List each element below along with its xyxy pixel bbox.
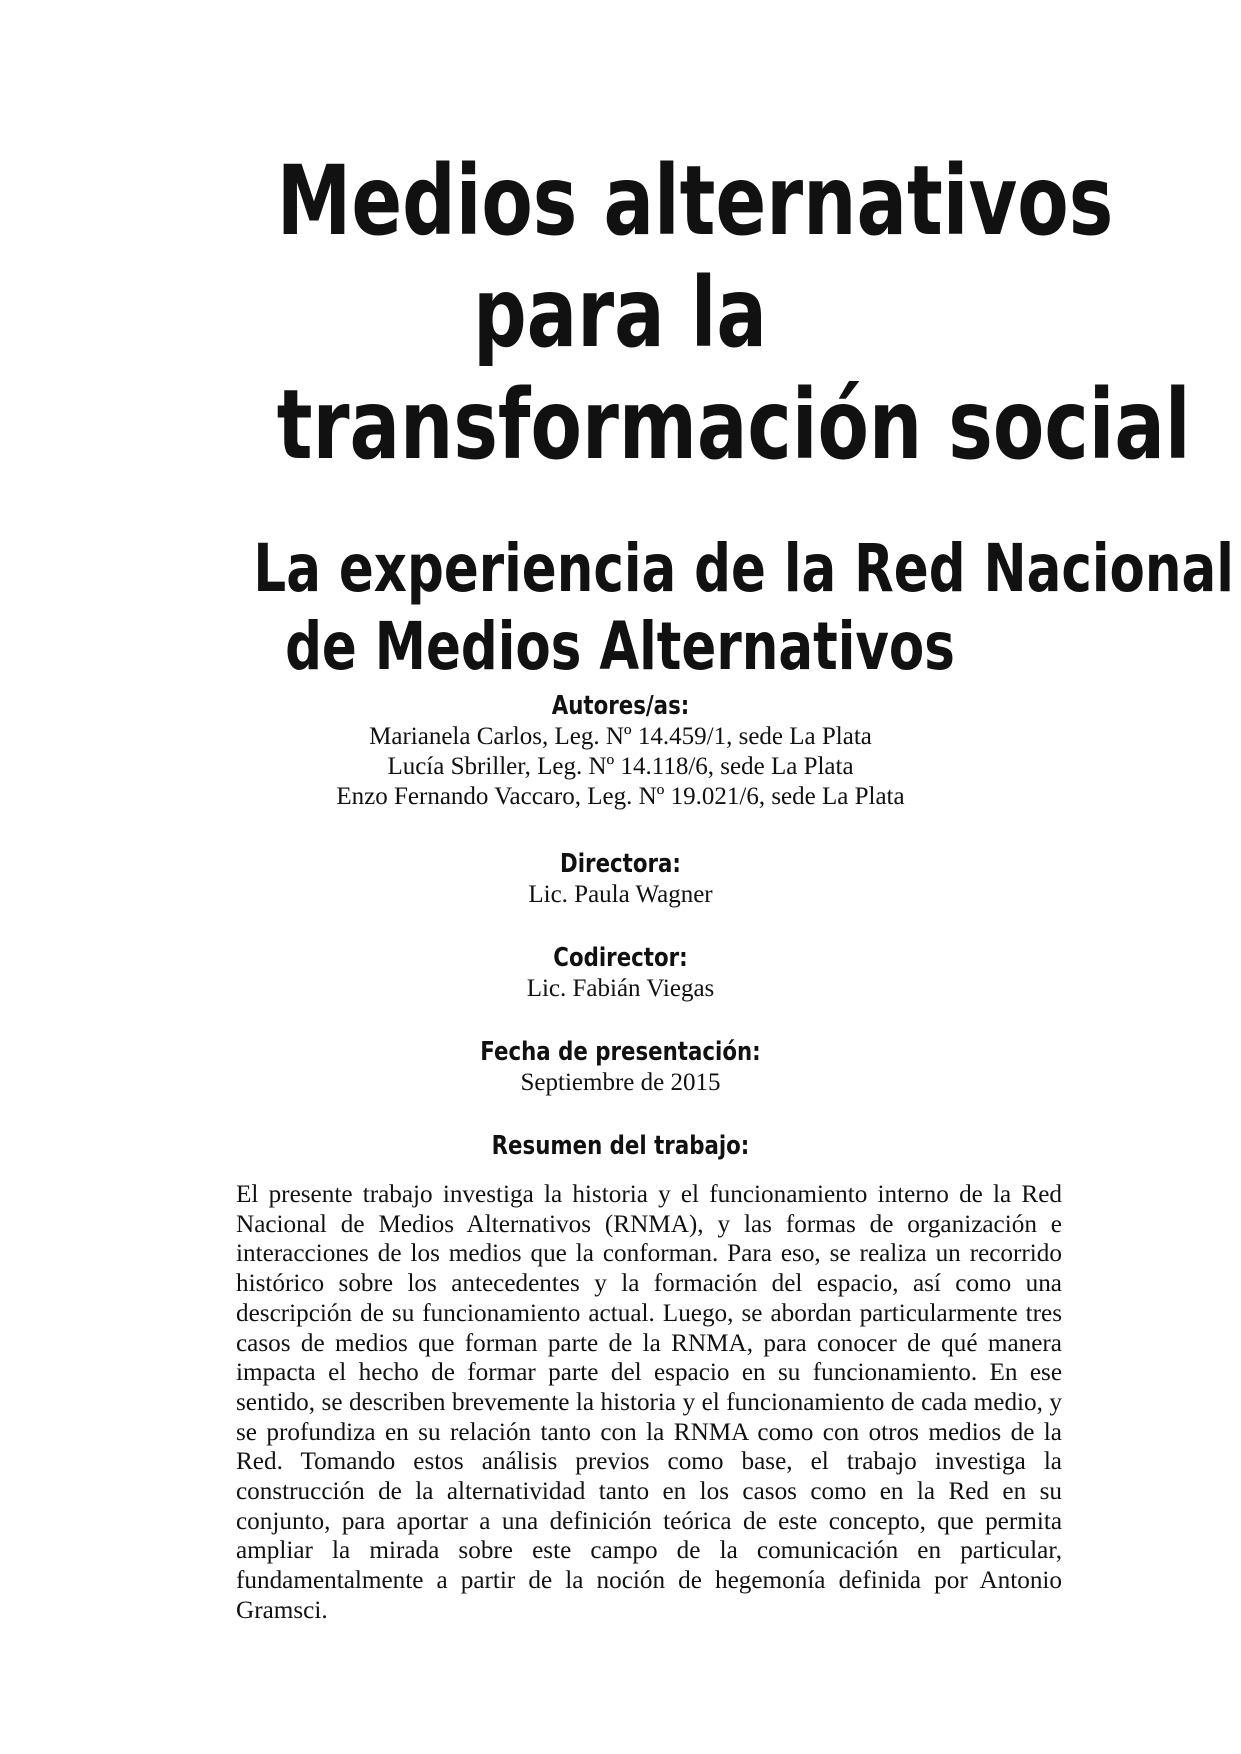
title-line-3: transformación social [276, 369, 1191, 481]
page-subtitle [253, 530, 1234, 686]
codirector-section [0, 942, 1241, 1004]
date-value: Septiembre de 2015 [520, 1069, 721, 1096]
title-line-2: para la [473, 257, 767, 369]
authors-section [0, 690, 1241, 812]
abstract-heading-section [0, 1130, 1241, 1162]
abstract-label: Resumen del trabajo: [491, 1131, 750, 1161]
codirector-name: Lic. Fabián Viegas [526, 975, 715, 1002]
director-name: Lic. Paula Wagner [528, 881, 713, 908]
author-line: Lucía Sbriller, Leg. Nº 14.118/6, sede La Plata [387, 753, 854, 780]
director-section [0, 848, 1241, 910]
abstract-text: El presente trabajo investiga la historia y el funcionamiento interno de la Red Nacional de Medios Alternativos (RNMA), y las formas de organización e interacciones de los medios que la conforman. Para eso, se realiza un recorrido histórico sobre los antecedentes y la formación del espacio, así como una descripción de su funcionamiento actual. Luego, se abordan particularmente tres casos de medios que forman parte de la RNMA, para conocer de qué manera impacta el hecho de formar parte del espacio en su funcionamiento. En ese sentido, se describen brevemente la historia y el funcionamiento de cada medio, y se profundiza en su relación tanto con la RNMA como con otros medios de la Red. Tomando estos análisis previos como base, el trabajo investiga la construcción de la alternatividad tanto en los casos como en la Red en su conjunto, para aportar a una definición teórica de este concepto, que permita ampliar la mirada sobre este campo de la comunicación en particular, fundamentalmente a partir de la noción de hegemonía definida por Antonio Gramsci. [236, 1181, 1062, 1624]
subtitle-line-2: de Medios Alternativos [285, 608, 955, 685]
codirector-label: Codirector: [553, 943, 688, 973]
title-line-1: Medios alternativos [276, 145, 1114, 257]
date-label: Fecha de presentación: [480, 1037, 761, 1067]
author-line: Marianela Carlos, Leg. Nº 14.459/1, sede La Plata [369, 723, 872, 750]
director-label: Directora: [560, 849, 681, 879]
page-title [276, 145, 1191, 481]
author-line: Enzo Fernando Vaccaro, Leg. Nº 19.021/6, sede La Plata [336, 783, 905, 810]
subtitle-line-1: La experiencia de la Red Nacional [253, 530, 1234, 607]
authors-label: Autores/as: [551, 691, 690, 721]
date-section [0, 1036, 1241, 1098]
